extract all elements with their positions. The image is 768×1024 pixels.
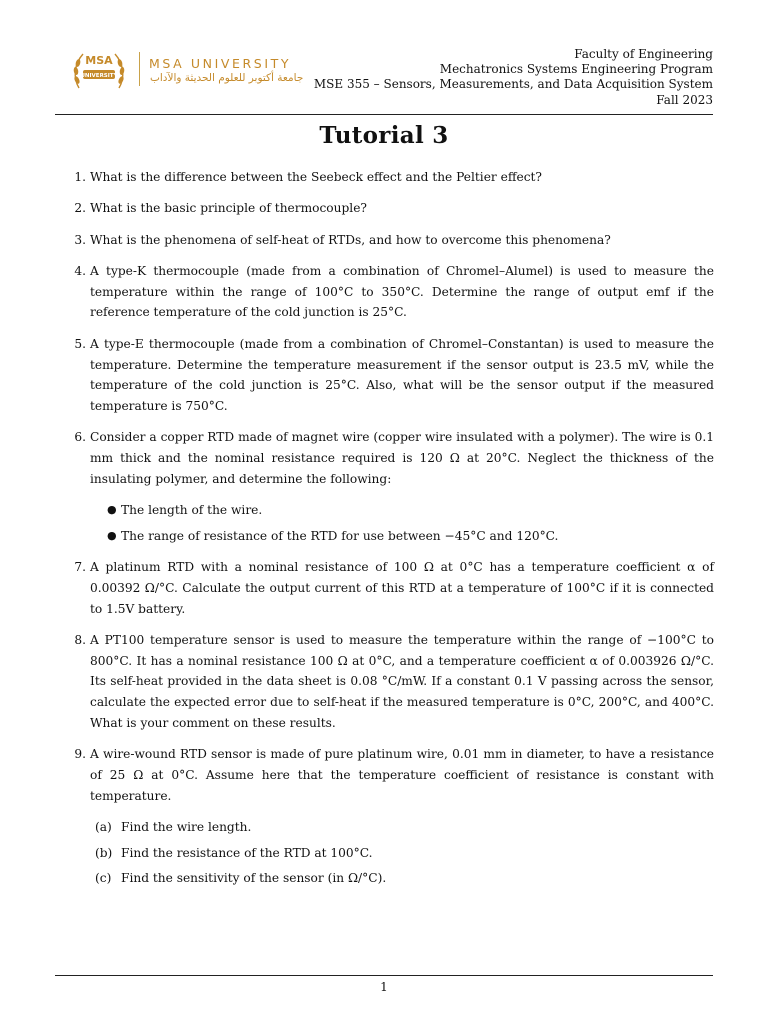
question-number: 6. — [74, 430, 86, 445]
question-number: 7. — [74, 559, 86, 574]
footer-divider — [55, 975, 713, 976]
question-5 — [64, 334, 714, 417]
question-6 — [64, 427, 714, 546]
list-item — [90, 843, 714, 864]
list-item — [90, 817, 714, 838]
course-info — [314, 47, 713, 108]
question-number: 9. — [74, 747, 86, 762]
logo-divider — [139, 52, 140, 86]
question-number: 5. — [74, 336, 86, 351]
part-label: (c) — [95, 871, 112, 886]
list-item — [90, 500, 714, 521]
question-1 — [64, 167, 714, 188]
part-text: Find the wire length. — [121, 819, 252, 834]
question-number: 2. — [74, 201, 86, 216]
question-4 — [64, 261, 714, 323]
list-item-text: The range of resistance of the RTD for use between −45°C and 120°C. — [121, 528, 559, 543]
bullet-icon: ● — [107, 528, 117, 542]
program-name: Mechatronics Systems Engineering Program — [439, 62, 713, 77]
university-arabic-name: جامعة أكتوبر للعلوم الحديثة والآداب — [150, 72, 304, 84]
header-divider — [55, 114, 713, 115]
question-number: 1. — [74, 170, 86, 184]
question-text: A type-E thermocouple (made from a combination of Chromel–Constantan) is used to measure the temperature. Determine the temperature measurement if the sensor output is 23.5 mV, while the temperature of the cold junction is 25°C. Also, what will be the sensor output if the measured temperature is 750°C. — [90, 336, 714, 414]
question-text: What is the phenomena of self-heat of RTDs, and how to overcome this phenomena? — [90, 232, 611, 247]
question-text: A type-K thermocouple (made from a combination of Chromel–Alumel) is used to measure the temperature within the range of 100°C to 350°C. Determine the range of output emf if the reference temperature of the cold junction is 25°C. — [90, 263, 714, 320]
bullet-list — [90, 500, 714, 547]
list-item — [90, 868, 714, 889]
page-number: 1 — [380, 980, 388, 994]
emblem-text: MSA — [85, 54, 113, 67]
part-label: (a) — [95, 819, 112, 834]
faculty-name: Faculty of Engineering — [574, 47, 713, 61]
question-text: Consider a copper RTD made of magnet wire (copper wire insulated with a polymer). The wire is 0.1 mm thick and the nominal resistance required is 120 Ω at 20°C. Neglect the thickness of the insulating polymer, and determine the following: — [90, 430, 714, 487]
question-number: 4. — [74, 263, 86, 278]
question-text: What is the difference between the Seebeck effect and the Peltier effect? — [90, 170, 542, 184]
part-label: (b) — [95, 845, 113, 860]
emblem-banner: UNIVERSITY — [80, 73, 118, 79]
page-header — [55, 40, 713, 115]
page-title: Tutorial 3 — [319, 122, 449, 149]
question-number: 3. — [74, 232, 86, 247]
question-2 — [64, 198, 714, 219]
part-text: Find the sensitivity of the sensor (in Ω/°C). — [121, 871, 387, 886]
university-logo — [69, 44, 319, 98]
laurel-emblem-icon — [69, 44, 129, 98]
question-text: A PT100 temperature sensor is used to measure the temperature within the range of −100°C to 800°C. It has a nominal resistance 100 Ω at 0°C, and a temperature coefficient α of 0.003926 Ω/°C. Its self-heat provided in the data sheet is 0.08 °C/mW. If a constant 0.1 V passing across the sensor, calculate the expected error due to self-heat if the measured temperature is 0°C, 200°C, and 400°C. What is your comment on these results. — [90, 632, 714, 731]
part-text: Find the resistance of the RTD at 100°C. — [121, 845, 373, 860]
list-item-text: The length of the wire. — [121, 502, 263, 517]
term: Fall 2023 — [656, 92, 713, 107]
question-text: What is the basic principle of thermocouple? — [90, 201, 367, 216]
question-3 — [64, 230, 714, 251]
question-list — [64, 167, 714, 900]
bullet-icon: ● — [107, 502, 117, 516]
part-list — [90, 817, 714, 889]
question-9 — [64, 744, 714, 889]
question-8 — [64, 630, 714, 734]
list-item — [90, 526, 714, 547]
question-text: A wire-wound RTD sensor is made of pure platinum wire, 0.01 mm in diameter, to have a resistance of 25 Ω at 0°C. Assume here that the temperature coefficient of resistance is constant with temperature. — [90, 747, 714, 803]
university-name: MSA UNIVERSITY — [149, 56, 292, 71]
question-7 — [64, 557, 714, 619]
question-number: 8. — [74, 632, 86, 647]
course-name: MSE 355 – Sensors, Measurements, and Data Acquisition System — [313, 77, 713, 92]
question-text: A platinum RTD with a nominal resistance of 100 Ω at 0°C has a temperature coefficient α of 0.00392 Ω/°C. Calculate the output current of this RTD at a temperature of 100°C if it is connected to 1.5V battery. — [90, 559, 714, 616]
